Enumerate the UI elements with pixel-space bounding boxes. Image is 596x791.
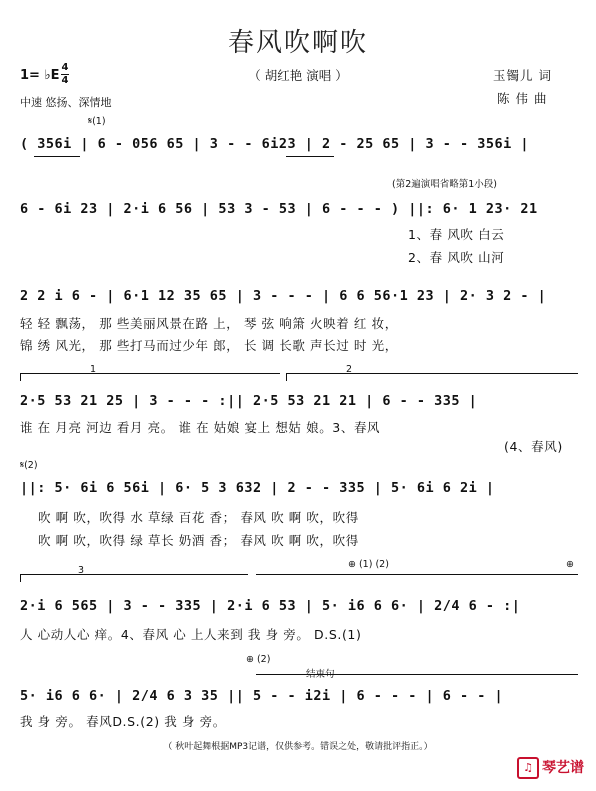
- footnote: （ 秋叶起舞根据MP3记谱，仅供参考。错误之处，敬请批评指正。）: [163, 742, 433, 752]
- time-signature: [61, 63, 69, 86]
- score-line-5: ||: 5· 6i 6 56i | 6· 5 3 632 | 2 - - 335 | 5· 6i 6 2i |: [20, 480, 495, 496]
- performer-subtitle: （ 胡红艳 演唱 ）: [248, 68, 348, 83]
- ending-label: [306, 666, 335, 680]
- lyric-line-5a: 吹 啊 吹，吹得 水 草绿 百花 香； 春风 吹 啊 吹，吹得: [38, 510, 359, 525]
- music-logo-icon: ♫: [517, 757, 539, 779]
- lyric-line-4a: 谁 在 月亮 河边 看月 亮。 谁 在 姑娘 宴上 想姑 娘。3、春风: [20, 420, 381, 435]
- score-line-1: ( 356i | 6 - 056 65 | 3 - - 6i23 | 2 - 25 65 | 3 - - 356i |: [20, 136, 530, 152]
- lyric-line-4b: (4、春风): [504, 439, 563, 454]
- composer-credit: 陈 伟 曲: [497, 91, 548, 106]
- score-line-2: 6 - 6i 23 | 2·i 6 56 | 53 3 - 53 | 6 - - - ) ||: 6· 1 23· 21: [20, 201, 538, 217]
- lyricist-credit: 玉镯儿 词: [493, 68, 552, 83]
- lyric-line-6: 人 心动人心 痒。4、春风 心 上人来到 我 身 旁。 D.S.(1): [20, 627, 362, 642]
- tempo-marking: 中速 悠扬、深情地: [20, 96, 112, 109]
- lyric-line-7: 我 身 旁。 春风D.S.(2) 我 身 旁。: [20, 714, 226, 729]
- lyric-line-2b: 2、春 风吹 山河: [408, 250, 505, 265]
- time-top: 4: [61, 62, 69, 73]
- volta-bracket-3-start: [20, 574, 21, 582]
- lyric-line-5b: 吹 啊 吹，吹得 绿 草长 奶酒 香； 春风 吹 啊 吹，吹得: [38, 533, 359, 548]
- score-line-3: 2 2 i 6 - | 6·1 12 35 65 | 3 - - - | 6 6 56·1 23 | 2· 3 2 - |: [20, 288, 547, 304]
- watermark-logo: [517, 757, 584, 779]
- key-signature: 1= ♭E: [20, 68, 60, 83]
- lyric-line-3a: 轻 轻 飘荡， 那 些美丽风景在路 上， 琴 弦 响箫 火映着 红 妆，: [20, 316, 398, 331]
- volta-bracket-2: [286, 373, 578, 374]
- score-line-4: 2·5 53 21 25 | 3 - - - :|| 2·5 53 21 21 | 6 - - 335 |: [20, 393, 478, 409]
- repeat-note: (第2遍演唱省略第1小段): [392, 179, 498, 190]
- score-line-7: 5· i6 6 6· | 2/4 6 3 35 || 5 - - i2i | 6 - - - | 6 - - |: [20, 688, 504, 704]
- volta-number-3: 3: [78, 565, 85, 576]
- coda-1: ⊕ (1) (2): [348, 559, 389, 570]
- page-title: 春风吹啊吹: [227, 28, 368, 58]
- coda-2: ⊕ (2): [246, 654, 271, 665]
- coda-bracket: [256, 574, 578, 575]
- coda-mark: ⊕: [566, 559, 574, 570]
- beam-line: [286, 156, 334, 157]
- volta-number-2: 2: [346, 364, 353, 375]
- volta-bracket-2-start: [286, 373, 287, 381]
- score-line-6: 2·i 6 565 | 3 - - 335 | 2·i 6 53 | 5· i6 6 6· | 2/4 6 - :|: [20, 598, 521, 614]
- segno-2: 𝄋(2): [20, 460, 38, 471]
- segno-1: 𝄋(1): [88, 116, 106, 127]
- watermark-text: 琴艺谱: [542, 760, 584, 776]
- volta-number-1: 1: [90, 364, 97, 375]
- time-bottom: 4: [61, 75, 69, 86]
- lyric-line-2a: 1、春 风吹 白云: [408, 227, 505, 242]
- volta-bracket-1: [20, 373, 280, 374]
- volta-bracket-3: [20, 574, 248, 575]
- beam-line: [34, 156, 80, 157]
- volta-bracket-1-start: [20, 373, 21, 381]
- ending-bracket: [256, 674, 578, 675]
- lyric-line-3b: 锦 绣 风光， 那 些打马而过少年 郎， 长 调 长歌 声长过 时 光，: [20, 338, 398, 353]
